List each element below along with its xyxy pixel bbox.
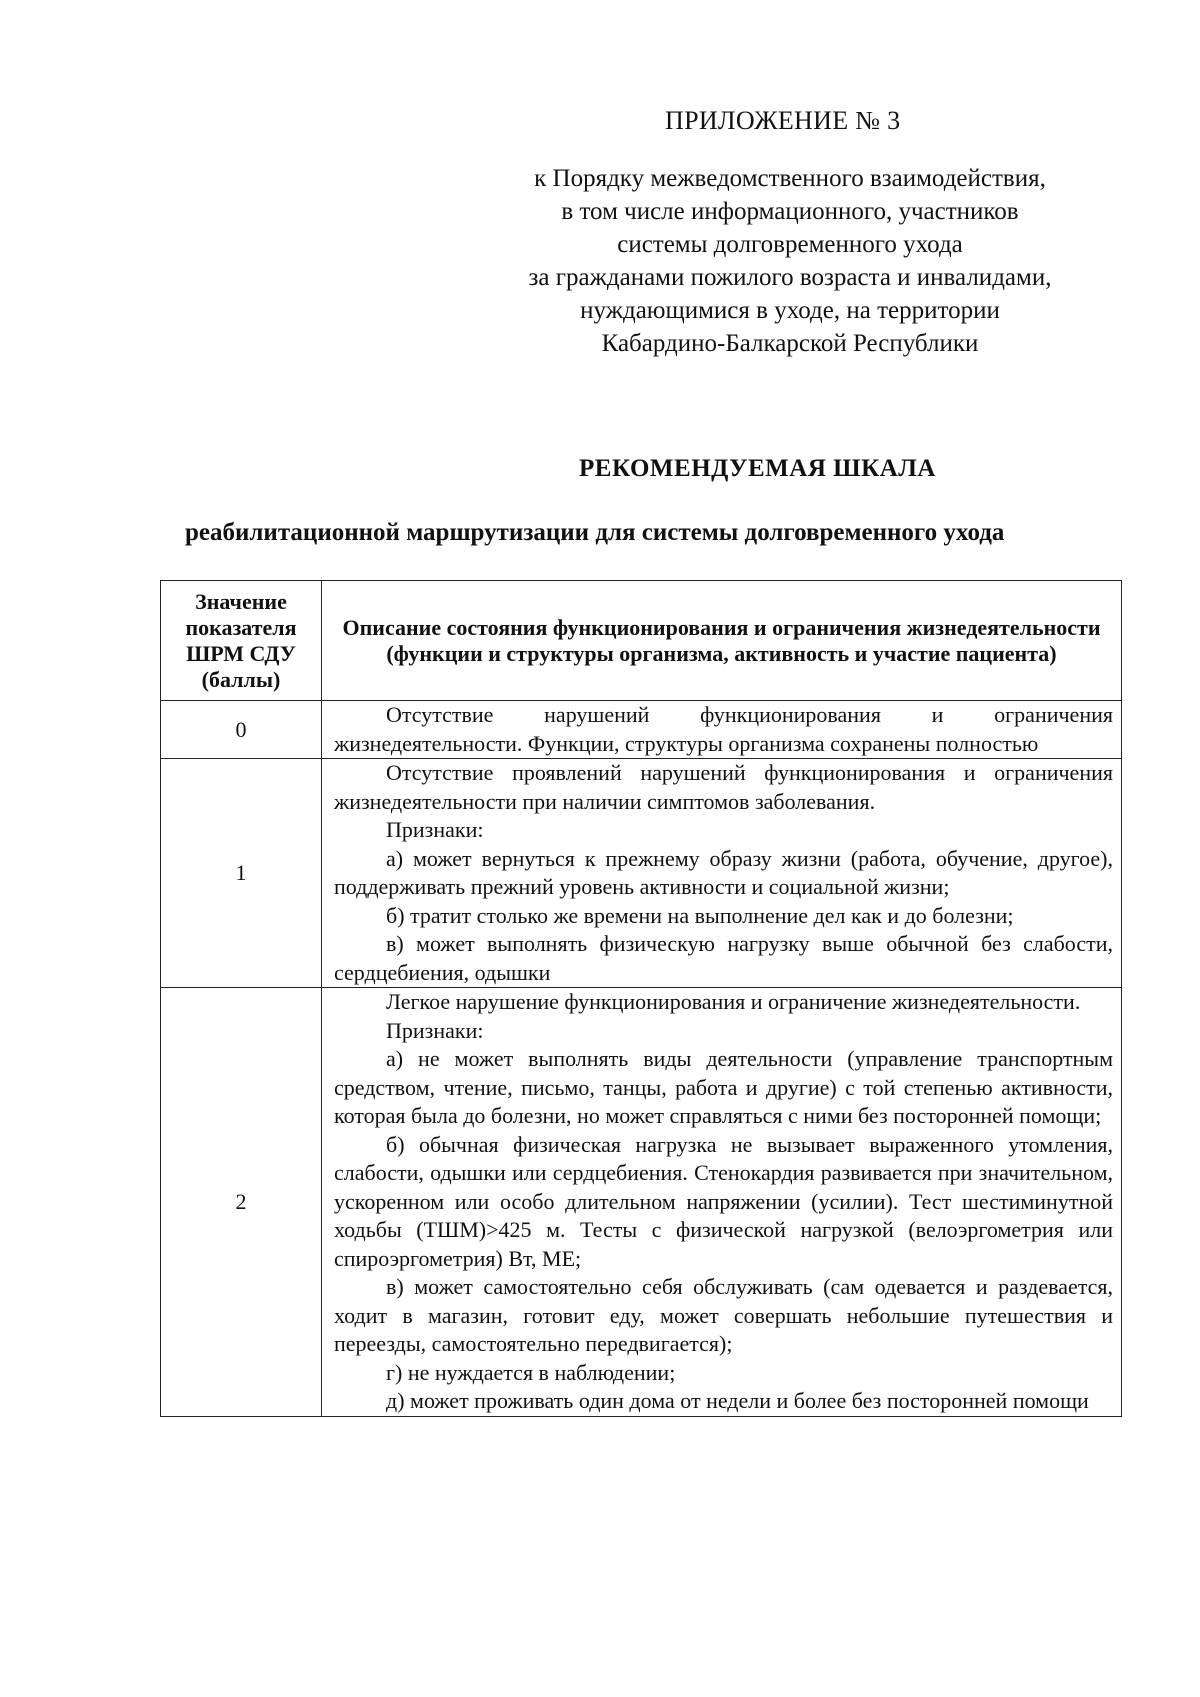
description-paragraph: а) не может выполнять виды деятельности (управление транспортным средством, чтение, письмо, танцы, работа и другие) с той степенью активности, которая была до болезни, но может справляться с ними без посторонней помощи; — [334, 1046, 1113, 1128]
header-description: Описание состояния функционирования и ограничения жизнедеятельности (функции и структуры организма, активность и участие пациента) — [322, 581, 1122, 701]
appendix-ref-line: за гражданами пожилого возраста и инвалидами, — [528, 264, 1052, 291]
header-score: Значение показателя ШРМ СДУ (баллы) — [161, 581, 322, 701]
appendix-ref-line: системы долговременного ухода — [617, 231, 963, 258]
description-paragraph: г) не нуждается в наблюдении; — [386, 1359, 676, 1385]
description-paragraph: а) может вернуться к прежнему образу жизни (работа, обучение, другое), поддерживать прежний уровень активности и социальной жизни; — [334, 845, 1113, 899]
table-row — [161, 988, 1122, 1417]
table-header-row — [161, 581, 1122, 701]
appendix-title: ПРИЛОЖЕНИЕ № 3 — [665, 106, 901, 135]
appendix-ref-line: в том числе информационного, участников — [561, 198, 1019, 225]
description-cell — [322, 701, 1122, 759]
description-paragraph: в) может самостоятельно себя обслуживать (сам одевается и раздевается, ходит в магазин, готовит еду, может совершать небольшие путешествия и переезды, самостоятельно передвигается); — [334, 1274, 1113, 1356]
description-paragraph: Отсутствие проявлений нарушений функционирования и ограничения жизнедеятельности при наличии симптомов заболевания. — [334, 760, 1113, 814]
description-paragraph: в) может выполнять физическую нагрузку выше обычной без слабости, сердцебиения, одышки — [334, 931, 1113, 985]
appendix-ref-line: Кабардино-Балкарской Республики — [601, 330, 979, 357]
table-row — [161, 701, 1122, 759]
document-subtitle: реабилитационной маршрутизации для системы долговременного ухода — [185, 519, 1005, 546]
description-paragraph: д) может проживать один дома от недели и более без посторонней помощи — [386, 1388, 1089, 1413]
description-paragraph: Признаки: — [386, 1017, 484, 1043]
description-paragraph: Отсутствие нарушений функционирования и ограничения жизнедеятельности. Функции, структуры организма сохранены полностью — [334, 702, 1113, 756]
description-cell — [322, 988, 1122, 1417]
score-cell: 2 — [161, 988, 322, 1417]
document-title: РЕКОМЕНДУЕМАЯ ШКАЛА — [579, 455, 936, 482]
appendix-ref-line: к Порядку межведомственного взаимодействия, — [534, 165, 1046, 192]
description-paragraph: б) обычная физическая нагрузка не вызывает выраженного утомления, слабости, одышки или сердцебиения. Стенокардия развивается при значительном, ускоренном или особо длительном напряжении (усилии). Тест шестиминутной ходьбы (ТШМ)>425 м. Тесты с физической нагрузкой (велоэргометрия или спироэргометрия) Вт, МЕ; — [334, 1131, 1113, 1271]
description-cell — [322, 759, 1122, 988]
description-paragraph: Признаки: — [386, 817, 484, 842]
description-paragraph: б) тратит столько же времени на выполнение дел как и до болезни; — [386, 902, 1014, 928]
score-cell: 1 — [161, 759, 322, 988]
score-cell: 0 — [161, 701, 322, 759]
appendix-ref-line: нуждающимися в уходе, на территории — [580, 297, 1000, 324]
appendix-reference — [470, 162, 1110, 360]
rehabilitation-scale-table — [160, 580, 1122, 1417]
description-paragraph: Легкое нарушение функционирования и ограничение жизнедеятельности. — [386, 989, 1081, 1014]
table-row — [161, 759, 1122, 988]
